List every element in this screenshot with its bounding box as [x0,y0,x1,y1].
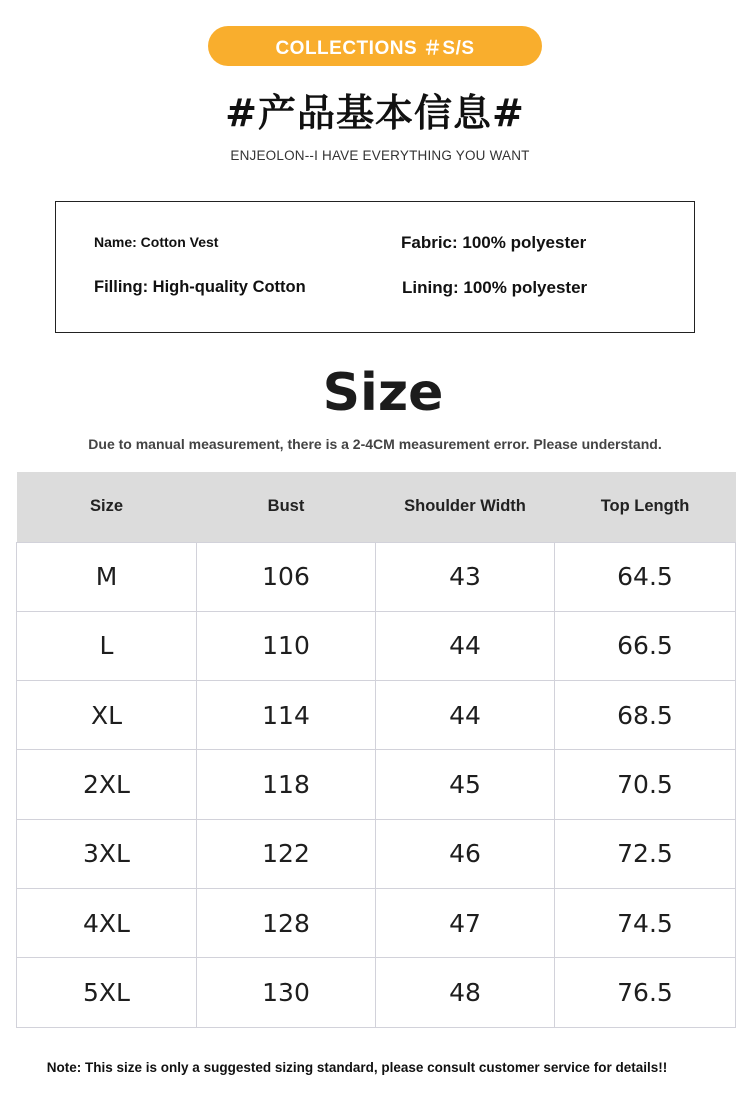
table-row [17,888,736,957]
cell-shoulder-width: 44 [376,611,555,680]
cell-top-length: 64.5 [555,542,736,611]
header-size: Size [17,472,197,542]
header-top-length: Top Length [555,472,736,542]
cell-size: 4XL [17,888,197,957]
collections-badge-label: COLLECTIONS ＃S/S [275,37,475,59]
cell-top-length: 76.5 [555,958,736,1027]
cell-top-length: 70.5 [555,750,736,819]
table-row [17,750,736,819]
header-bust: Bust [197,472,376,542]
collections-badge [208,26,542,66]
size-section-title: Size [322,363,444,423]
cell-top-length: 74.5 [555,888,736,957]
cell-shoulder-width: 48 [376,958,555,1027]
cell-bust: 106 [197,542,376,611]
cell-bust: 114 [197,681,376,750]
cell-size: 3XL [17,819,197,888]
cell-size: L [17,611,197,680]
cell-bust: 110 [197,611,376,680]
table-row [17,958,736,1027]
cell-shoulder-width: 44 [376,681,555,750]
table-header-row [17,472,736,542]
footer-note: Note: This size is only a suggested sizing standard, please consult customer service for details!! [46,1060,668,1075]
size-table [16,472,736,1028]
table-row [17,681,736,750]
cell-shoulder-width: 46 [376,819,555,888]
info-name: Name: Cotton Vest [94,234,219,250]
cell-bust: 122 [197,819,376,888]
cell-top-length: 66.5 [555,611,736,680]
info-filling: Filling: High-quality Cotton [94,278,306,296]
cell-size: 2XL [17,750,197,819]
cell-bust: 130 [197,958,376,1027]
cell-shoulder-width: 47 [376,888,555,957]
table-row [17,819,736,888]
info-lining: Lining: 100% polyester [402,278,588,297]
brand-tagline: ENJEOLON--I HAVE EVERYTHING YOU WANT [230,148,530,163]
table-row [17,611,736,680]
cell-size: 5XL [17,958,197,1027]
measurement-note: Due to manual measurement, there is a 2-4CM measurement error. Please understand. [88,436,662,452]
page-title: #产品基本信息# [225,91,525,135]
product-info-box [55,201,695,333]
info-fabric: Fabric: 100% polyester [401,233,587,252]
cell-size: XL [17,681,197,750]
cell-shoulder-width: 45 [376,750,555,819]
cell-bust: 118 [197,750,376,819]
cell-top-length: 68.5 [555,681,736,750]
cell-shoulder-width: 43 [376,542,555,611]
cell-top-length: 72.5 [555,819,736,888]
table-row [17,542,736,611]
cell-bust: 128 [197,888,376,957]
header-shoulder-width: Shoulder Width [376,472,555,542]
cell-size: M [17,542,197,611]
